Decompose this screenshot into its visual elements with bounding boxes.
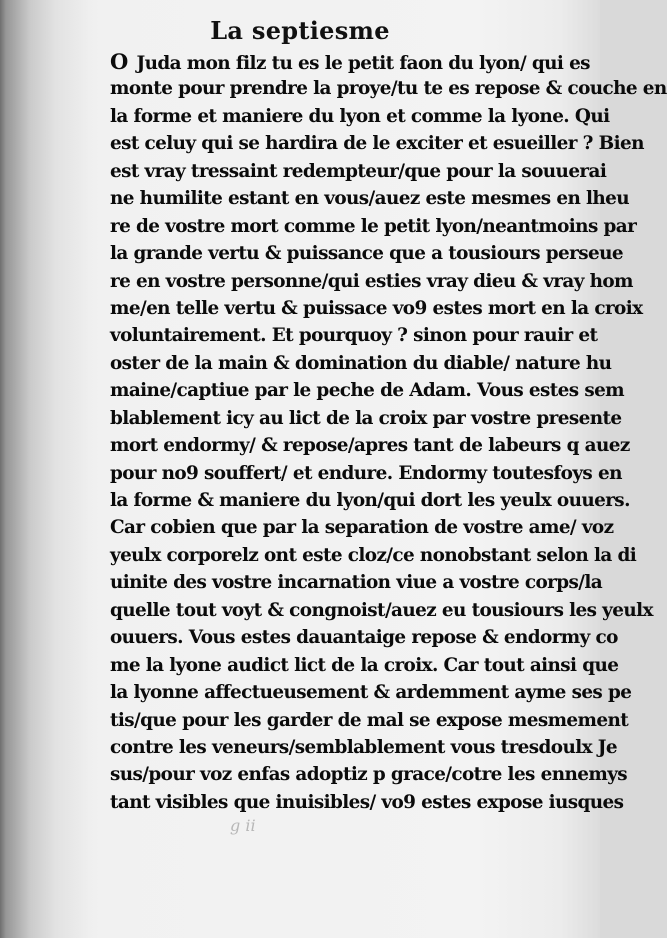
text-line: blablement icy au lict de la croix par vostre presente: [110, 407, 622, 429]
text-line: me/en telle vertu & puissace vo9 estes mort en la croix: [110, 297, 643, 319]
text-line: uinite des vostre incarnation viue a vostre corps/la: [110, 572, 603, 594]
text-line: quelle tout voyt & congnoist/auez eu tousiours les yeulx: [110, 599, 653, 621]
text-line: la forme et maniere du lyon et comme la lyone. Qui: [110, 105, 610, 127]
running-head: La septiesme: [210, 16, 390, 45]
page-gutter-shadow: [0, 0, 100, 938]
text-block: [110, 48, 667, 816]
initial-letter: O: [110, 49, 128, 74]
text-line: est vray tressaint redempteur/que pour la souuerai: [110, 160, 607, 182]
text-line: Car cobien que par la separation de vostre ame/ voz: [110, 517, 614, 539]
text-line: maine/captiue par le peche de Adam. Vous estes sem: [110, 380, 625, 402]
text-line: la lyonne affectueusement & ardemment ayme ses pe: [110, 682, 632, 704]
text-line: mort endormy/ & repose/apres tant de labeurs q auez: [110, 435, 630, 457]
signature-mark: g ii: [230, 816, 256, 835]
text-line: oster de la main & domination du diable/ nature hu: [110, 352, 612, 374]
text-line: est celuy qui se hardira de le exciter et esueiller ? Bien: [110, 133, 644, 155]
text-line: ne humilite estant en vous/auez este mesmes en lheu: [110, 188, 630, 210]
text-line: ouuers. Vous estes dauantaige repose & endormy co: [110, 627, 618, 649]
text-line: tant visibles que inuisibles/ vo9 estes expose iusques: [110, 791, 624, 813]
text-line: la forme & maniere du lyon/qui dort les yeulx ouuers.: [110, 490, 630, 511]
text-line: contre les veneurs/semblablement vous tresdoulx Je: [110, 736, 617, 758]
text-line: voluntairement. Et pourquoy ? sinon pour rauir et: [110, 325, 598, 347]
text-line: tis/que pour les garder de mal se expose mesmement: [110, 709, 629, 731]
text-line: sus/pour voz enfas adoptiz p grace/cotre les ennemys: [110, 764, 628, 786]
line-text: Juda mon filz tu es le petit faon du lyon/ qui es: [130, 53, 590, 74]
text-line: monte pour prendre la proye/tu te es repose & couche en: [110, 78, 667, 100]
text-line: me la lyone audict lict de la croix. Car tout ainsi que: [110, 654, 619, 676]
text-line: re de vostre mort comme le petit lyon/neantmoins par: [110, 215, 637, 237]
text-line: pour no9 souffert/ et endure. Endormy toutesfoys en: [110, 462, 622, 484]
text-line: [110, 48, 590, 75]
text-line: yeulx corporelz ont este cloz/ce nonobstant selon la di: [110, 544, 637, 566]
text-line: la grande vertu & puissance que a tousiours perseue: [110, 243, 623, 265]
text-line: re en vostre personne/qui esties vray dieu & vray hom: [110, 270, 633, 292]
